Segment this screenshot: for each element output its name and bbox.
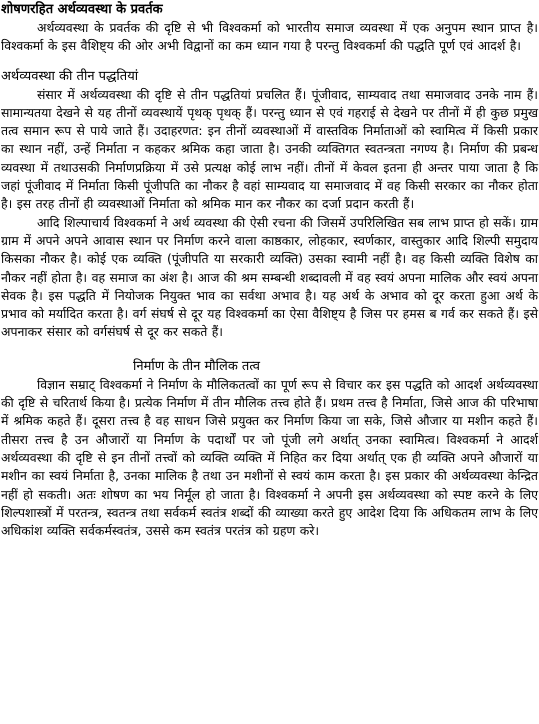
document-title: शोषणरहित अर्थव्यवस्था के प्रवर्तक	[1, 2, 163, 17]
section-heading-three-elements: निर्माण के तीन मौलिक तत्व	[133, 358, 261, 374]
intro-paragraph: अर्थव्यवस्था के प्रवर्तक की दृष्टि से भी विश्वकर्मा को भारतीय समाज व्यवस्था में एक अनुपम स्थान प्राप्त है। विश्वकर्मा के इस वैशिष्ट्य की ओर अभी विद्वानों का कम ध्यान गया है परन्तु विश्वकर्मा की पद्धति पूर्ण एवं आदर्श है।	[1, 20, 538, 54]
spacer	[1, 342, 538, 358]
section1-paragraph-2: आदि शिल्पाचार्य विश्वकर्मा ने अर्थ व्यवस्था की ऐसी रचना की जिसमें उपरिलिखित सब लाभ प्राप्त हो सकें। ग्राम ग्राम में अपने अपने आवास स्थान पर निर्माण करने वाला काष्ठकार, लोहकार, स्वर्णकार, वास्तुकार आदि शिल्पी समुदाय किसका नौकर है। कोई एक व्यक्ति (पूंजीपति या सरकारी व्यक्ति) उसका स्वामी नहीं है। वह किसी व्यक्ति विशेष का नौकर नहीं होता है। वह समाज का अंश है। आज की श्रम सम्बन्धी शब्दावली में वह स्वयं अपना मालिक और स्वयं अपना सेवक है। इस पद्धति में नियोजक नियुक्त भाव का सर्वथा अभाव है। यह अर्थ के अभाव को दूर करता हुआ अर्थ के प्रभाव को मर्यादित करता है। वर्ग संघर्ष से दूर यह विश्वकर्मा का ऐसा वैशिष्ट्य है जिस पर हमस ब गर्व कर सकते हैं। इसे अपनाकर संसार को वर्गसंघर्ष से दूर कर सकते हैं।	[1, 214, 538, 340]
spacer	[1, 56, 538, 68]
section2-paragraph-1: विज्ञान सम्राट् विश्वकर्मा ने निर्माण के मौलिकतत्वों का पूर्ण रूप से विचार कर इस पद्धति को आदर्श अर्थव्यवस्था की दृष्टि से चरितार्थ किया है। प्रत्येक निर्माण में तीन मौलिक तत्त्व होते हैं। प्रथम तत्त्व है निर्माता, जिसे आज की परिभाषा में श्रमिक कहते हैं। दूसरा तत्त्व है वह साधन जिसे प्रयुक्त कर निर्माण किया जा सके, जिसे औजार या मशीन कहते हैं। तीसरा तत्त्व है उन औजारों या निर्माण के पदार्थों पर जो पूंजी लगे अर्थात् उनका स्वामित्व। विश्वकर्मा ने आदर्श अर्थव्यवस्था की दृष्टि से इन तीनों तत्त्वों को व्यक्ति व्यक्ति में निहित कर दिया अर्थात् एक ही व्यक्ति अपने औजारों या मशीन का स्वयं निर्माता है, उनका मालिक है तथा उन मशीनों से स्वयं काम करता है। इस प्रकार की अर्थव्यवस्था केन्द्रित नहीं हो सकती। अतः शोषण का भय निर्मूल हो जाता है। विश्वकर्मा ने अपनी इस अर्थव्यवस्था को स्पष्ट करने के लिए शिल्पशास्त्रों में परतन्त्र, स्वतन्त्र तथा सर्वकर्म स्वतंत्र शब्दों की व्याख्या करते हुए आदेश दिया कि अधिकतम लाभ के लिए अधिकांश व्यक्ति सर्वकर्मस्वतंत्र, उससे कम स्वतंत्र परतंत्र को ग्रहण करे।	[1, 376, 538, 539]
section-heading-three-systems: अर्थव्यवस्था की तीन पद्धतियां	[1, 68, 139, 84]
section1-paragraph-1: संसार में अर्थव्यवस्था की दृष्टि से तीन पद्धतियां प्रचलित हैं। पूंजीवाद, साम्यवाद तथा समाजवाद उनके नाम हैं। सामान्यतया देखने से यह तीनों व्यवस्थायें पृथक् पृथक् हैं। परन्तु ध्यान से एवं गहराई से देखने पर तीनों में ही कुछ प्रमुख तत्व समान रूप से पाये जाते हैं। उदाहरणत: इन तीनों व्यवस्थाओं में वास्तविक निर्माताओं को स्वामित्व में किसी प्रकार का स्थान नहीं, उन्हें निर्माता न कहकर श्रमिक कहा जाता है। उनकी व्यक्तिगत स्वतन्त्रता नगण्य है। निर्माण की प्रबन्ध व्यवस्था में तथाउसकी निर्माणप्रक्रिया में उसे प्रत्यक्ष कोई लाभ नहीं। तीनों में केवल इतना ही अन्तर पाया जाता है कि जहां पूंजीवाद में निर्माता किसी पूंजीपति का नौकर है वहां साम्यवाद या समाजवाद में वह किसी सरकार का नौकर होता है। इस तरह तीनों ही व्यवस्थाओं निर्माता को श्रमिक मान कर नौकर का दर्जा प्रदान करती हैं।	[1, 86, 538, 212]
